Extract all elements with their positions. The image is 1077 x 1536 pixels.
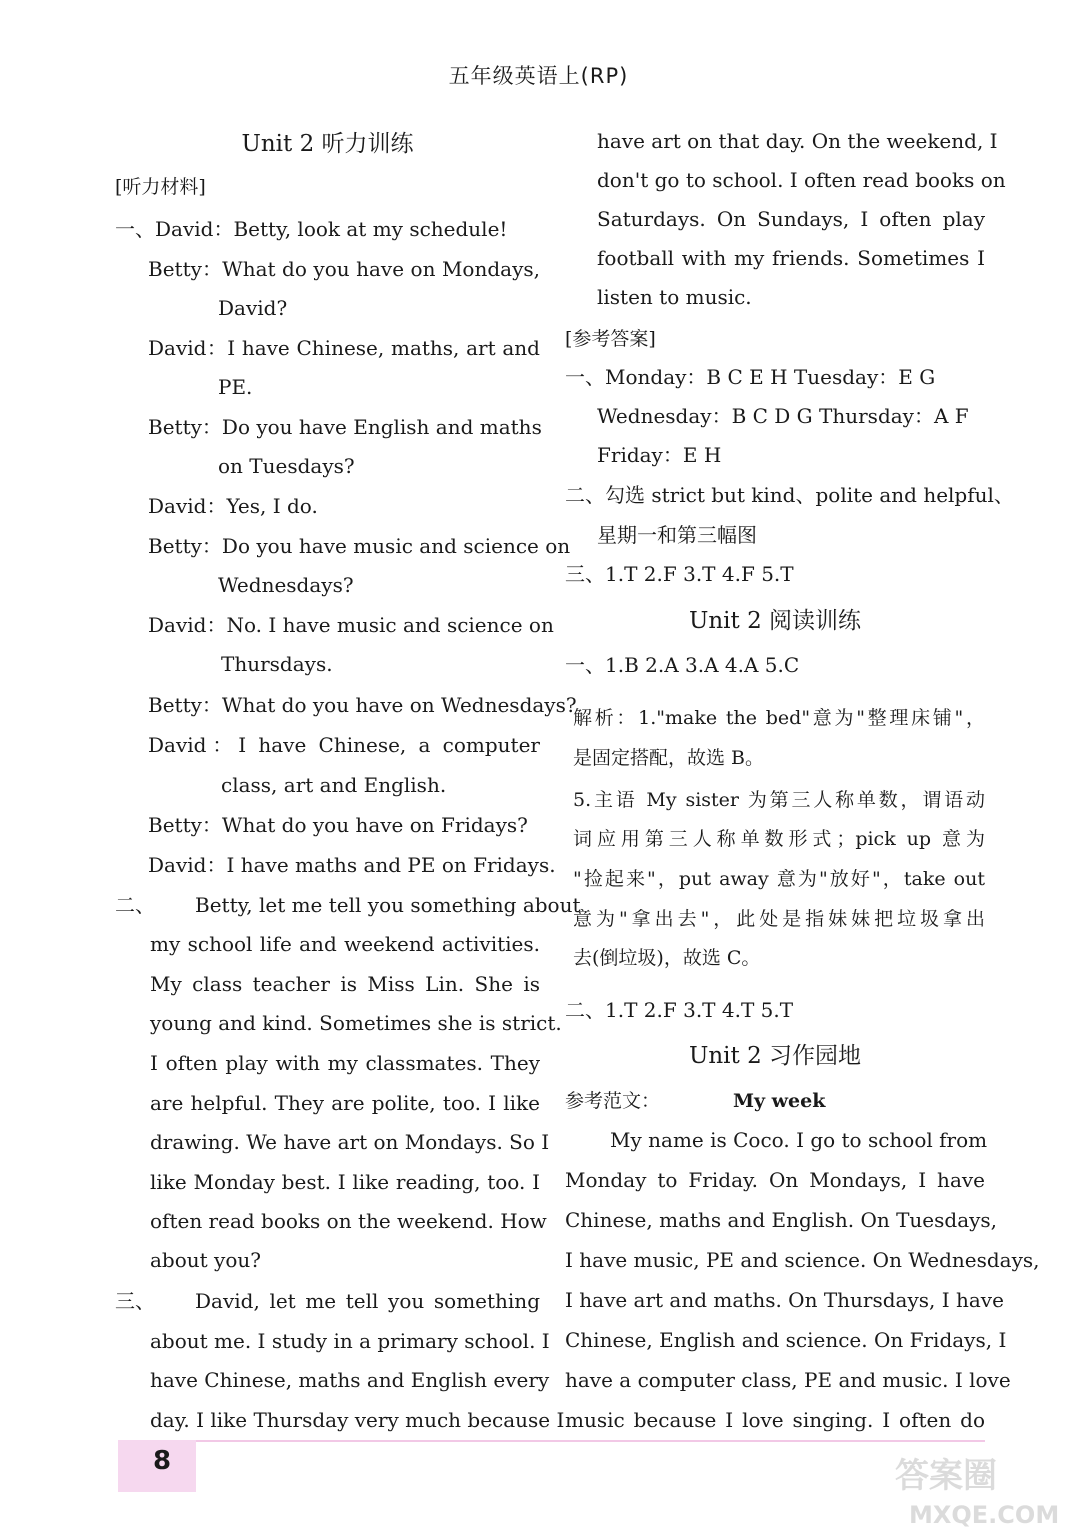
text-line: Betty：What do you have on Wednesdays? [148,693,577,717]
text-line: 解析：1."make the bed"意为"整理床铺"， [573,707,985,729]
text-line: 是固定搭配，故选 B。 [573,747,765,769]
text-line: 参考范文： [565,1090,661,1112]
text-line: have a computer class, PE and music. I love [565,1368,1011,1392]
text-line: 二、1.T 2.F 3.T 4.T 5.T [565,998,794,1022]
text-line: about me. I study in a primary school. I [150,1329,550,1353]
text-line: Betty：Do you have music and science on [148,534,571,558]
text-line: Monday to Friday. On Mondays, I have [565,1168,985,1192]
footer-rule [120,1440,985,1442]
text-line: class, art and English. [221,773,447,797]
text-line: young and kind. Sometimes she is strict. [150,1011,562,1035]
text-line: [参考答案] [565,328,656,350]
text-line: 去(倒垃圾)，故选 C。 [573,947,761,969]
text-line: like Monday best. I like reading, too. I [150,1170,540,1194]
text-line: David：Yes, I do. [148,494,318,518]
text-line: Chinese, maths and English. On Tuesdays, [565,1208,998,1232]
text-line: on Tuesdays? [218,454,355,478]
text-line: "捡起来"，put away 意为"放好"，take out [573,868,985,890]
text-line: Unit 2 听力训练 [241,131,414,157]
watermark-top: 答案圈 [895,1456,997,1496]
text-line: Chinese, English and science. On Fridays, I [565,1328,1007,1352]
text-line: don't go to school. I often read books on [597,168,1006,192]
text-line: are helpful. They are polite, too. I like [150,1091,540,1115]
text-line: My name is Coco. I go to school from [610,1128,988,1152]
text-line: David：I have Chinese, a computer [148,733,540,757]
text-line: Wednesdays? [218,573,354,597]
text-line: David：No. I have music and science on [148,613,554,637]
text-line: my school life and weekend activities. [150,932,540,956]
text-line: [听力材料] [115,176,206,198]
text-line: Betty：Do you have English and maths [148,415,542,439]
text-line: Thursdays. [221,652,333,676]
text-line: 词应用第三人称单数形式；pick up 意为 [573,828,985,850]
text-line: Unit 2 阅读训练 [688,608,862,634]
text-line: David：I have maths and PE on Fridays. [148,853,556,877]
text-line: I have music, PE and science. On Wednesdays, [565,1248,1040,1272]
text-line: music because I love singing. I often do [565,1408,985,1432]
text-line: 二、勾选 strict but kind、polite and helpful、 [565,483,1014,507]
text-line: I often play with my classmates. They [150,1051,540,1075]
text-line: 二、 [115,893,155,917]
text-line: Betty：What do you have on Mondays, [148,257,540,281]
text-line: David? [218,296,288,320]
text-line: David, let me tell you something [195,1289,540,1313]
text-line: 一、David：Betty, look at my schedule! [115,217,508,241]
text-line: Betty, let me tell you something about [195,893,581,917]
page-number: 8 [153,1446,172,1476]
text-line: 一、1.B 2.A 3.A 4.A 5.C [565,653,800,677]
text-line: have art on that day. On the weekend, I [597,129,998,153]
text-line: often read books on the weekend. How [150,1209,547,1233]
text-line: 一、Monday：B C E H Tuesday：E G [565,365,936,389]
text-line: 星期一和第三幅图 [597,523,757,547]
text-line: listen to music. [597,285,752,309]
watermark-logo [885,1445,1065,1530]
text-line: Unit 2 习作园地 [688,1043,862,1069]
text-line: 三、1.T 2.F 3.T 4.F 5.T [565,562,794,586]
text-line: My week [733,1090,826,1112]
text-line: David：I have Chinese, maths, art and [148,336,540,360]
text-line: drawing. We have art on Mondays. So I [150,1130,550,1154]
text-line: about you? [150,1248,261,1272]
text-line: Friday：E H [597,443,722,467]
text-line: have Chinese, maths and English every [150,1368,550,1392]
text-line: football with my friends. Sometimes I [597,246,985,270]
text-line: PE. [218,375,253,399]
text-line: 三、 [115,1289,155,1313]
text-line: 5.主语 My sister 为第三人称单数，谓语动 [573,789,985,811]
text-line: Wednesday：B C D G Thursday：A F [597,404,969,428]
text-line: My class teacher is Miss Lin. She is [150,972,540,996]
text-line: I have art and maths. On Thursdays, I have [565,1288,1004,1312]
watermark-bottom: MXQE.COM [909,1501,1060,1529]
text-line: Saturdays. On Sundays, I often play [597,207,985,231]
text-line: Betty：What do you have on Fridays? [148,813,528,837]
text-line: day. I like Thursday very much because I [150,1408,565,1432]
text-line: 意为"拿出去"，此处是指妹妹把垃圾拿出 [573,908,985,930]
page-header: 五年级英语上(RP) [448,64,629,88]
